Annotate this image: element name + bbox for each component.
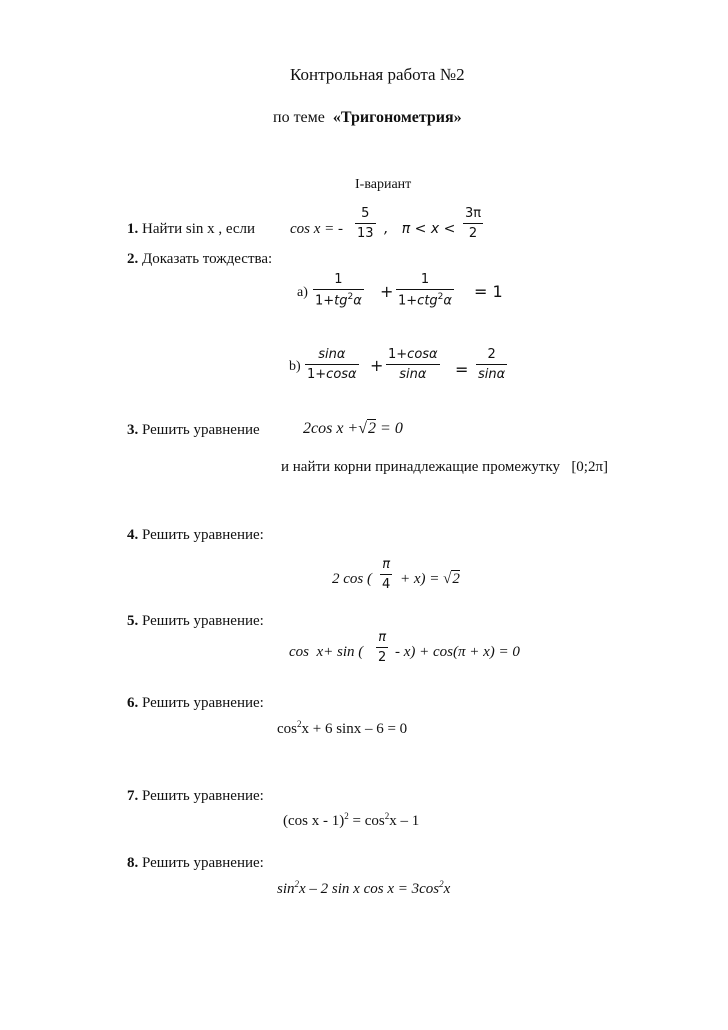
task-text: Решить уравнение — [142, 422, 260, 438]
task-number: 2. — [127, 251, 139, 267]
part-b-label: b) — [289, 359, 301, 374]
task-8-formula: $\sin^2x - 2$ sin x $\cos x = 3\cos^2x$ — [277, 879, 451, 897]
plus-sign: + — [380, 282, 394, 301]
task-6 — [127, 696, 264, 711]
interval: [0;2π] — [571, 459, 609, 475]
task-5 — [127, 614, 264, 629]
topic-line — [273, 110, 462, 126]
part-a-label: a) — [297, 285, 308, 300]
fraction-5-13: 5 13 — [357, 206, 374, 241]
task-8 — [127, 856, 264, 871]
task-number: 3. — [127, 422, 139, 438]
equals-one: = 1 — [474, 282, 503, 301]
task-text: Найти sin x , если — [142, 221, 256, 237]
fraction-a2: 1 1+ctg$^2$α — [398, 272, 452, 309]
page-title: Контрольная работа №2 — [290, 65, 465, 84]
task-number: 1. — [127, 221, 139, 237]
task-2 — [127, 252, 272, 267]
fraction-b3: 2 sinα — [478, 347, 506, 382]
fraction-a1: 1 $1+tg^2\alpha$ — [315, 272, 362, 309]
task-5-formula-rhs: - x) + cos(π + x) = 0 — [395, 644, 520, 660]
task-number: 8. — [127, 855, 139, 871]
fraction-b2: 1+cosα sinα — [388, 347, 438, 382]
fraction-pi-4: π 4 — [382, 557, 391, 592]
task-1 — [127, 222, 255, 237]
task-number: 4. — [127, 527, 139, 543]
task-text: Доказать тождества: — [142, 251, 273, 267]
task-number: 5. — [127, 613, 139, 629]
task-6-formula: $\cos^2x + 6$ sinx – 6 = 0 — [277, 719, 408, 737]
task-3-formula: 2cos x +√2 = 0 — [303, 420, 403, 437]
fraction-pi-2: π 2 — [378, 630, 387, 665]
fraction-3pi-2: 3π 2 — [465, 206, 482, 241]
fraction-b1: sinα 1+cosα — [307, 347, 357, 382]
task-1-formula-lhs: cos x = - — [290, 221, 344, 237]
task-7-formula: (cos $x - 1)^2 = \cos^2x - 1$ — [283, 811, 420, 829]
task-5-formula-lhs: cos x+ sin ( — [289, 644, 364, 660]
plus-sign: + — [370, 356, 384, 375]
equals-sign: = — [455, 360, 469, 379]
task-4-formula-lhs: 2 cos ( — [332, 571, 372, 587]
task-text: Решить уравнение: — [142, 788, 264, 804]
task-number: 6. — [127, 695, 139, 711]
task-text: Решить уравнение: — [142, 855, 264, 871]
task-3 — [127, 423, 260, 438]
task-4 — [127, 528, 264, 543]
task-3-extra — [281, 460, 608, 475]
topic-name: «Тригонометрия» — [332, 109, 462, 126]
variant-label: I-вариант — [355, 177, 412, 192]
extra-text: и найти корни принадлежащие промежутку — [281, 459, 561, 475]
task-4-formula-rhs: + x) = √2 — [400, 571, 460, 587]
task-number: 7. — [127, 788, 139, 804]
topic-prefix: по теме — [273, 109, 325, 126]
task-7 — [127, 789, 264, 804]
task-text: Решить уравнение: — [142, 527, 264, 543]
task-text: Решить уравнение: — [142, 695, 264, 711]
task-text: Решить уравнение: — [142, 613, 264, 629]
task-1-formula-ineq: , π < x < — [384, 221, 456, 237]
